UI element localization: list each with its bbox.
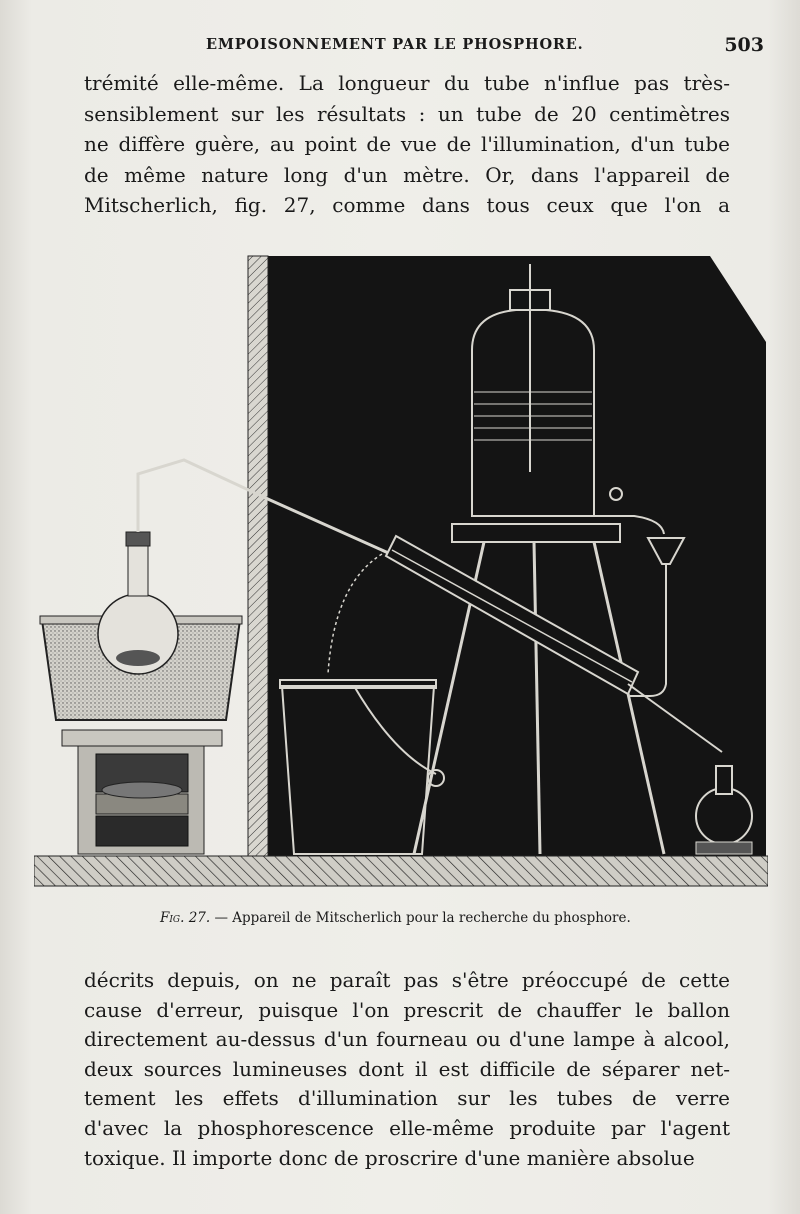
text-line: décrits depuis, on ne paraît pas s'être préoccupé de cette — [84, 968, 730, 992]
hatched-floor — [34, 856, 768, 886]
text-line: deux sources lumineuses dont il est difficile de séparer net- — [84, 1056, 730, 1081]
text-line: ne diffère guère, au point de vue de l'illumination, d'un tube — [84, 132, 730, 157]
caption-text: — Appareil de Mitscherlich pour la recherche du phosphore. — [210, 910, 631, 926]
text-line: sensiblement sur les résultats : un tube de 20 centimètres — [84, 101, 730, 126]
figure-illustration — [34, 254, 768, 890]
text-line: cause d'erreur, puisque l'on prescrit de chauffer le ballon — [84, 997, 730, 1022]
text-line: tement les effets d'illumination sur les tubes de verre — [84, 1086, 730, 1111]
body-text-bottom — [84, 966, 730, 1173]
text-line: Mitscherlich, fig. 27, comme dans tous ceux que l'on a — [84, 193, 730, 218]
furnace — [62, 730, 222, 854]
page-number: 503 — [724, 34, 764, 56]
text-line: d'avec la phosphorescence elle-même produite par l'agent — [84, 1115, 730, 1140]
body-text-top — [84, 68, 730, 221]
hatched-wall — [248, 256, 268, 858]
apparatus-engraving — [34, 254, 768, 890]
figure-caption — [160, 910, 680, 926]
flask — [98, 532, 178, 674]
text-line: trémité elle-même. La longueur du tube n'influe pas très- — [84, 71, 730, 95]
text-line: toxique. Il importe donc de proscrire d'une manière absolue — [84, 1145, 695, 1170]
running-title: EMPOISONNEMENT PAR LE PHOSPHORE. — [206, 36, 584, 53]
figure-label: Fig. 27. — [160, 910, 211, 926]
text-line: directement au-dessus d'un fourneau ou d'une lampe à alcool, — [84, 1027, 730, 1052]
text-line: de même nature long d'un mètre. Or, dans l'appareil de — [84, 162, 730, 187]
page-header — [0, 34, 800, 58]
